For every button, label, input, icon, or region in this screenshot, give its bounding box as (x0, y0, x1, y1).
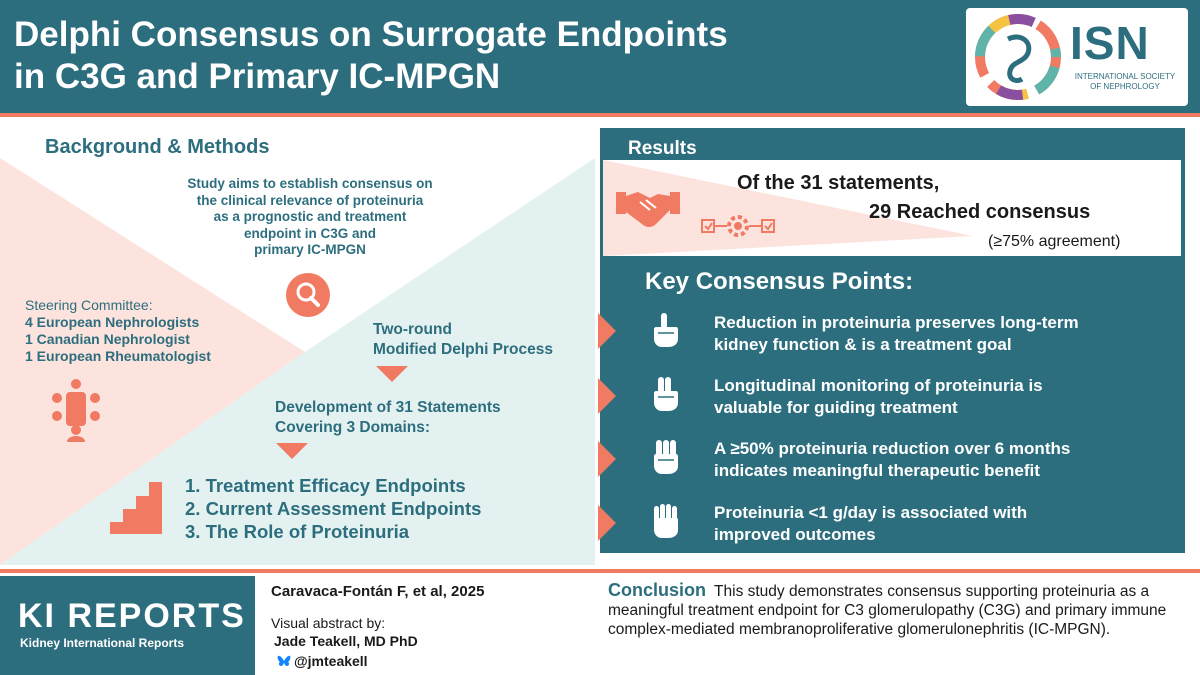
right-arrow-icon (598, 378, 616, 414)
aim-line: Study aims to establish consensus on (187, 176, 433, 191)
author-name: Jade Teakell, MD PhD (274, 633, 418, 649)
delphi-process (373, 320, 553, 360)
steering-committee (25, 297, 211, 365)
agreement-threshold: (≥75% agreement) (988, 233, 1121, 250)
key-point-line: kidney function & is a treatment goal (714, 335, 1012, 354)
key-point (714, 312, 1174, 356)
dev-line-2: Covering 3 Domains: (275, 419, 431, 436)
background-methods-title: Background & Methods (45, 136, 270, 158)
conclusion-text: This study demonstrates consensus supporting proteinuria as a meaningful treatment endpoint for C3 glomerulopathy (C3G) and primary immune complex-mediated membranoproliferative glomerulonephritis (IC-MPGN). (608, 583, 1167, 638)
conclusion-label: Conclusion (608, 580, 706, 600)
key-point-line: Reduction in proteinuria preserves long-term (714, 313, 1079, 332)
hand-three-icon (652, 440, 680, 474)
right-arrow-icon (598, 313, 616, 349)
stairs-icon (110, 482, 162, 534)
key-point (714, 502, 1174, 546)
down-arrow-icon (276, 443, 308, 459)
steering-member: 1 Canadian Nephrologist (25, 331, 190, 347)
key-point-line: Proteinuria <1 g/day is associated with (714, 503, 1028, 522)
domain-list (185, 474, 481, 543)
isn-globe-logo (970, 9, 1066, 105)
conclusion (608, 581, 1188, 639)
bluesky-icon (277, 655, 291, 668)
isn-sub-line-1: INTERNATIONAL SOCIETY (1074, 72, 1176, 81)
domain-item: 2. Current Assessment Endpoints (185, 498, 482, 519)
key-point-line: indicates meaningful therapeutic benefit (714, 461, 1040, 480)
key-point-line: improved outcomes (714, 525, 876, 544)
study-aim (165, 176, 455, 259)
isn-sub-line-2: OF NEPHROLOGY (1090, 82, 1160, 91)
author-handle[interactable]: @jmteakell (294, 653, 368, 669)
hand-one-icon (652, 313, 680, 347)
title-line-2: in C3G and Primary IC-MPGN (14, 57, 501, 96)
header-divider (0, 113, 1200, 117)
gear-process-icon (700, 212, 776, 240)
aim-line: endpoint in C3G and (244, 225, 376, 241)
title-line-1: Delphi Consensus on Surrogate Endpoints (14, 15, 728, 54)
down-arrow-icon (376, 366, 408, 382)
consensus-count: 29 Reached consensus (869, 201, 1091, 223)
aim-line: primary IC-MPGN (254, 242, 366, 257)
right-arrow-icon (598, 505, 616, 541)
steering-member: 1 European Rheumatologist (25, 348, 211, 364)
key-points-title: Key Consensus Points: (645, 268, 914, 295)
hand-two-icon (652, 377, 680, 411)
key-point-line: valuable for guiding treatment (714, 398, 958, 417)
page-title (14, 14, 728, 98)
hand-four-icon (652, 504, 680, 538)
statements-count: Of the 31 statements, (737, 172, 940, 194)
results-title: Results (628, 138, 697, 159)
domain-item: 1. Treatment Efficacy Endpoints (185, 475, 466, 496)
search-icon (285, 272, 331, 318)
key-point-line: A ≥50% proteinuria reduction over 6 months (714, 439, 1071, 458)
isn-subtitle (1070, 72, 1180, 92)
steering-member: 4 European Nephrologists (25, 314, 200, 330)
right-arrow-icon (598, 441, 616, 477)
citation: Caravaca-Fontán F, et al, 2025 (271, 583, 485, 600)
dev-line-1: Development of 31 Statements (275, 399, 501, 416)
isn-acronym: ISN (1070, 17, 1150, 69)
statement-development (275, 398, 501, 438)
key-point (714, 375, 1174, 419)
steering-label: Steering Committee: (25, 297, 153, 313)
process-line-1: Two-round (373, 321, 452, 338)
aim-line: the clinical relevance of proteinuria (196, 192, 424, 208)
aim-line: as a prognostic and treatment (213, 209, 407, 224)
journal-subtitle: Kidney International Reports (20, 636, 185, 650)
visual-abstract-label: Visual abstract by: (271, 615, 386, 631)
domain-item: 3. The Role of Proteinuria (185, 521, 410, 542)
header-banner (0, 0, 1200, 113)
journal-name: KI REPORTS (18, 597, 246, 635)
meeting-icon (47, 378, 105, 442)
key-point-line: Longitudinal monitoring of proteinuria is (714, 376, 1043, 395)
handshake-icon (616, 188, 680, 232)
process-line-2: Modified Delphi Process (373, 341, 554, 358)
key-point (714, 438, 1174, 482)
footer-divider (0, 569, 1200, 573)
isn-logo (966, 8, 1188, 106)
